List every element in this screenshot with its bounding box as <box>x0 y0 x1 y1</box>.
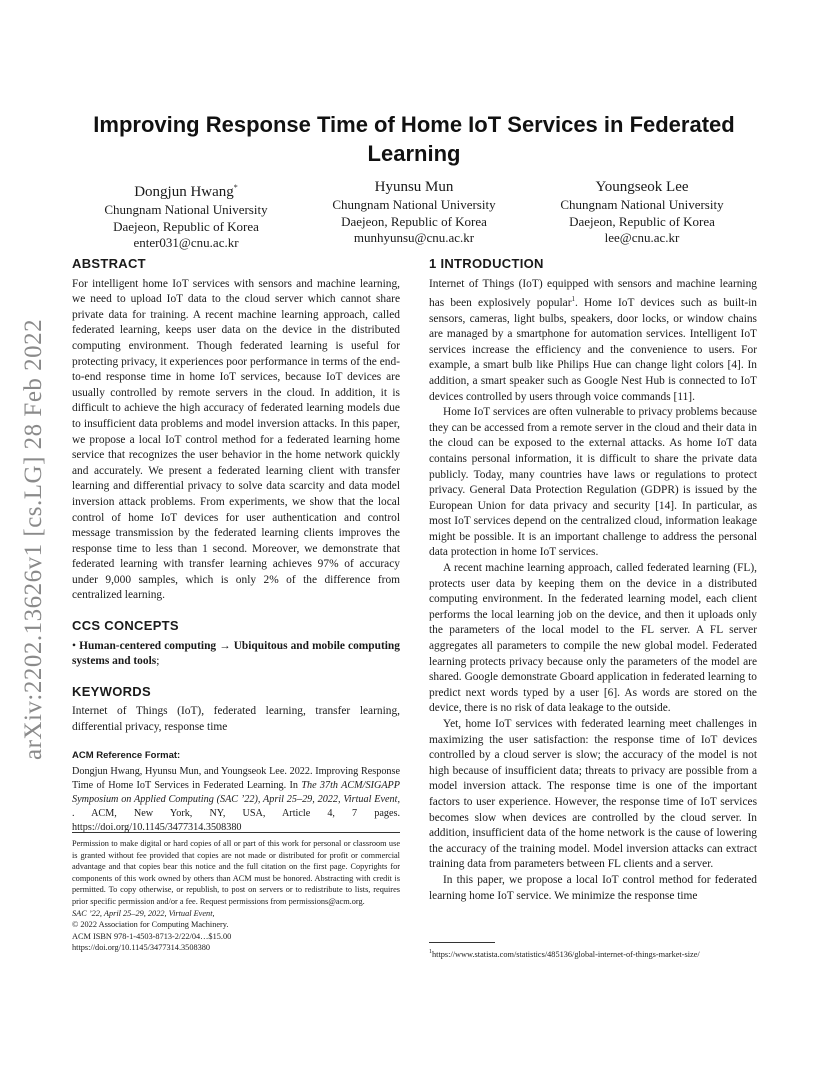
abstract-heading: ABSTRACT <box>72 256 146 271</box>
author-email[interactable]: enter031@cnu.ac.kr <box>133 235 239 250</box>
author-name: Youngseok Lee <box>595 179 689 195</box>
abstract-text: For intelligent home IoT services with sensors and machine learning, we need to upload IoT data to the cloud server which cannot share private data for training. A recent machine learning approach, called federated learning, keeps user data on the device in the distributed computing environment. Though federated learning is useful for protecting privacy, it experiences poor performance in terms of the end-to-end response time in home IoT services, because IoT devices are usually controlled by remote servers in the cloud. In addition, it is difficult to achieve the high accuracy of federated learning models due to insufficient data problems and model inversion attacks. In this paper, we propose a local IoT control method for a federated learning home service that recognizes the user behavior in the home network quickly and accurately. We present a federated learning client with transfer learning and differential privacy to solve data scarcity and data model inversion attack problems. From experiments, we show that the local control of home IoT devices for user authentication and control message transmission by the federated learning clients improves the response time to less than 1 second. Moreover, we demonstrate that federated learning with transfer learning achieves 97% of accuracy under 9,000 samples, which is only 2% of the difference from centralized learning. <box>72 277 400 602</box>
intro-paragraph-5: In this paper, we propose a local IoT control method for federated learning home IoT service. We minimize the response time <box>429 873 757 902</box>
author-affiliation: Chungnam National University <box>560 197 724 212</box>
footnote-marker[interactable]: 1 <box>571 295 575 304</box>
intro-paragraph-2: Home IoT services are often vulnerable to privacy problems because they can be accessed from a remote server in the cloud and their data in the cloud can be exposed to the external attacks. As home IoT data contains personal information, it is difficult to share the private data publicly. Today, many countries have laws or regulations to protect privacy. General Data Protection Regulation (GDPR) is issued by the European Union for data privacy and security [14]. In particular, as most IoT services depend on the centralized cloud, information leakage might be possible. It is an important challenge to address the personal data protection in home IoT services. <box>429 406 757 559</box>
keywords-text: Internet of Things (IoT), federated learning, transfer learning, differential privacy, response time <box>72 705 400 734</box>
permission-text: Permission to make digital or hard copies of all or part of this work for personal or classroom use is granted without fee provided that copies are not made or distributed for profit or commercial advantage and that copies bear this notice and the full citation on the first page. Copyrights for components of this work owned by others than ACM must be honored. Abstracting with credit is permitted. To copy otherwise, or republish, to post on servers or to redistribute to lists, requires prior specific permission and/or a fee. Request permissions from permissions@acm.org. <box>72 839 400 906</box>
isbn-line: ACM ISBN 978-1-4503-8713-2/22/04…$15.00 <box>72 931 232 941</box>
ccs-heading: CCS CONCEPTS <box>72 618 179 634</box>
author-location: Daejeon, Republic of Korea <box>341 213 487 229</box>
right-column <box>429 256 757 904</box>
permission-notice <box>72 832 400 954</box>
left-column <box>72 256 400 835</box>
reference-format-text: Dongjun Hwang, Hyunsu Mun, and Youngseok Lee. 2022. Improving Response Time of Home IoT Services in Federated Learning. In The 37th ACM/SIGAPP Symposium on Applied Computing (SAC ’22), April 25–29, 2022, Virtual Event, . ACM, New York, NY, USA, Article 4, 7 pages. https://doi.org/10.1145/3477314.3508380 <box>72 766 401 834</box>
author-location: Daejeon, Republic of Korea <box>113 218 259 234</box>
author-2 <box>300 178 528 252</box>
intro-paragraph-4: Yet, home IoT services with federated learning meet challenges in maximizing the user satisfaction: the response time of IoT devices controlled by a cloud server is slow; the accuracy of the model is not high because of insufficient data; threats to privacy are possible from a model inversion attack. The response time is one of the important factors to user experience. However, the response time of IoT services becomes slow when devices are controlled by the cloud server. In addition, insufficient data of the home network is the cause of lowering the accuracy of the training model. Model inversion attacks can extract training data from parameters between FL clients and a server. <box>429 718 757 871</box>
copyright-line: © 2022 Association for Computing Machinery. <box>72 920 229 930</box>
author-1 <box>72 178 300 252</box>
intro-paragraph-3: A recent machine learning approach, called federated learning (FL), protects user data by keeping them on the device in a distributed computing environment. In the federated learning model, each client performs the local learning job on the device, and then it uploads only the parameters of the local model to the FL server. A FL server aggregates all parameters to compile the new global model. Federated learning protects privacy because only the parameters of the model are shared. Google demonstrate Gboard application in federated learning to predict next words typed by a user [6]. As words are stored on the device, there is no risk of data leakage to the outside. <box>429 562 757 715</box>
footnote-link[interactable]: https://www.statista.com/statistics/485136/global-internet-of-things-market-size/ <box>432 949 700 959</box>
reference-format-heading: ACM Reference Format: <box>72 749 181 761</box>
introduction-heading: 1 INTRODUCTION <box>429 256 544 271</box>
author-location: Daejeon, Republic of Korea <box>569 213 715 229</box>
author-name: Hyunsu Mun <box>374 179 454 195</box>
author-email[interactable]: munhyunsu@cnu.ac.kr <box>353 230 475 245</box>
keywords-heading: KEYWORDS <box>72 683 151 699</box>
footnote-rule <box>429 942 495 943</box>
paper-title: Improving Response Time of Home IoT Services in Federated Learning <box>93 112 735 166</box>
author-affiliation: Chungnam National University <box>104 202 268 217</box>
author-email[interactable]: lee@cnu.ac.kr <box>604 230 680 245</box>
author-3 <box>528 178 756 252</box>
footnote: $^1$https://www.statista.com/statistics/485136/global-internet-of-things-market-size/ <box>429 949 700 959</box>
doi-link[interactable]: https://doi.org/10.1145/3477314.3508380 <box>72 943 211 953</box>
ccs-concepts: • Human-centered computing → Ubiquitous and mobile computing systems and tools; <box>72 639 400 668</box>
author-name: Dongjun Hwang* <box>134 183 238 200</box>
author-block <box>72 178 756 252</box>
arxiv-identifier[interactable]: arXiv:2202.13626v1 [cs.LG] 28 Feb 2022 <box>20 318 47 760</box>
author-affiliation: Chungnam National University <box>332 197 496 212</box>
intro-paragraph-1: Internet of Things (IoT) equipped with sensors and machine learning has been explosively popular$^1$. Home IoT devices such as built-in sensors, cameras, light bulbs, speakers, door locks, or window chains are managed by a smartphone for automation services. Intelligent IoT services increase the efficiency and the convenience to users. For example, a smart bulb like Philips Hue can change light colors [4]. In addition, a smart speaker such as Google Nest Hub is connected to IoT devices controlled by users through voice commands [11]. <box>429 277 757 403</box>
conference-line: SAC ’22, April 25–29, 2022, Virtual Event, <box>72 908 215 918</box>
